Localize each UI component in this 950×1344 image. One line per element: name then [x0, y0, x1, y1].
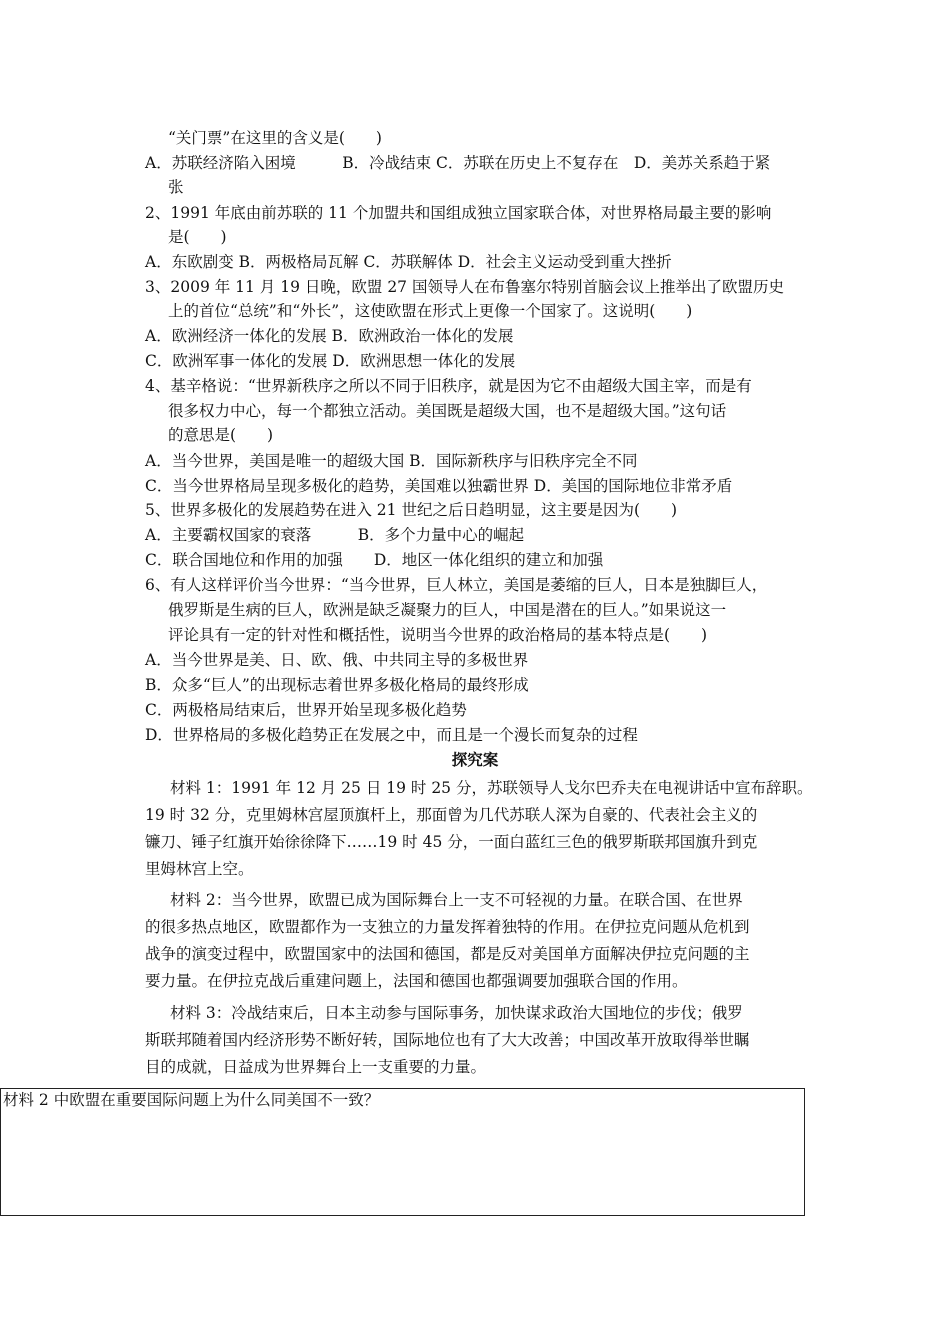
- text-line: 张: [168, 178, 184, 196]
- text-line: 要力量。在伊拉克战后重建问题上，法国和德国也都强调要加强联合国的作用。: [145, 972, 688, 990]
- text-line: C．当今世界格局呈现多极化的趋势，美国难以独霸世界 D．美国的国际地位非常矛盾: [145, 477, 733, 495]
- text-line: 3、2009 年 11 月 19 日晚，欧盟 27 国领导人在布鲁塞尔特别首脑会议上推举出了欧盟历史: [145, 278, 784, 296]
- text-line: A．苏联经济陷入困境 B．冷战结束 C．苏联在历史上不复存在 D．美苏关系趋于紧: [145, 154, 771, 172]
- text-line: C．联合国地位和作用的加强 D．地区一体化组织的建立和加强: [145, 551, 604, 569]
- text-line: A．当今世界，美国是唯一的超级大国 B．国际新秩序与旧秩序完全不同: [145, 452, 638, 470]
- text-line: 的很多热点地区，欧盟都作为一支独立的力量发挥着独特的作用。在伊拉克问题从危机到: [145, 918, 750, 936]
- text-line: A．当今世界是美、日、欧、俄、中共同主导的多极世界: [145, 651, 529, 669]
- text-line: 战争的演变过程中，欧盟国家中的法国和德国，都是反对美国单方面解决伊拉克问题的主: [145, 945, 750, 963]
- text-line: 里姆林宫上空。: [145, 860, 254, 878]
- text-line: 19 时 32 分，克里姆林宫屋顶旗杆上，那面曾为几代苏联人深为自豪的、代表社会主义的: [145, 806, 758, 824]
- text-line: 2、1991 年底由前苏联的 11 个加盟共和国组成独立国家联合体，对世界格局最主要的影响: [145, 204, 772, 222]
- text-line: A．主要霸权国家的衰落 B．多个力量中心的崛起: [145, 526, 525, 544]
- text-line: D．世界格局的多极化趋势正在发展之中，而且是一个漫长而复杂的过程: [145, 726, 638, 744]
- text-line: 斯联邦随着国内经济形势不断好转，国际地位也有了大大改善；中国改革开放取得举世瞩: [145, 1031, 750, 1049]
- text-line: 目的成就，日益成为世界舞台上一支重要的力量。: [145, 1058, 487, 1076]
- text-line: 上的首位“总统”和“外长”，这使欧盟在形式上更像一个国家了。这说明( ): [168, 302, 693, 320]
- text-line: 材料 3：冷战结束后，日本主动参与国际事务，加快谋求政治大国地位的步伐；俄罗: [170, 1004, 743, 1022]
- text-line: 俄罗斯是生病的巨人，欧洲是缺乏凝聚力的巨人，中国是潜在的巨人。”如果说这一: [168, 601, 727, 619]
- answer-box[interactable]: [0, 1088, 805, 1216]
- text-line: “关门票”在这里的含义是( ): [168, 129, 382, 147]
- text-line: A．东欧剧变 B．两极格局瓦解 C．苏联解体 D．社会主义运动受到重大挫折: [145, 253, 672, 271]
- text-line: 的意思是( ): [168, 426, 274, 444]
- text-line: 5、世界多极化的发展趋势在进入 21 世纪之后日趋明显，这主要是因为( ): [145, 501, 678, 519]
- section-title: 探究案: [451, 751, 499, 769]
- text-line: B．众多“巨人”的出现标志着世界多极化格局的最终形成: [145, 676, 529, 694]
- text-line: 镰刀、锤子红旗开始徐徐降下……19 时 45 分，一面白蓝红三色的俄罗斯联邦国旗升到克: [145, 833, 758, 851]
- text-line: C．两极格局结束后，世界开始呈现多极化趋势: [145, 701, 467, 719]
- answer-box-question: 材料 2 中欧盟在重要国际问题上为什么同美国不一致？: [3, 1091, 380, 1109]
- text-line: 材料 1：1991 年 12 月 25 日 19 时 25 分，苏联领导人戈尔巴乔夫在电视讲话中宣布辞职。: [170, 779, 813, 797]
- text-line: 是( ): [168, 228, 227, 246]
- text-line: 很多权力中心，每一个都独立活动。美国既是超级大国，也不是超级大国。”这句话: [168, 402, 727, 420]
- text-line: A．欧洲经济一体化的发展 B．欧洲政治一体化的发展: [145, 327, 514, 345]
- text-line: 6、有人这样评价当今世界：“当今世界，巨人林立，美国是萎缩的巨人，日本是独脚巨人，: [145, 576, 768, 594]
- text-line: 评论具有一定的针对性和概括性，说明当今世界的政治格局的基本特点是( ): [168, 626, 708, 644]
- text-line: 4、基辛格说：“世界新秩序之所以不同于旧秩序，就是因为它不由超级大国主宰，而是有: [145, 377, 752, 395]
- text-line: C．欧洲军事一体化的发展 D．欧洲思想一体化的发展: [145, 352, 516, 370]
- text-line: 材料 2：当今世界，欧盟已成为国际舞台上一支不可轻视的力量。在联合国、在世界: [170, 891, 743, 909]
